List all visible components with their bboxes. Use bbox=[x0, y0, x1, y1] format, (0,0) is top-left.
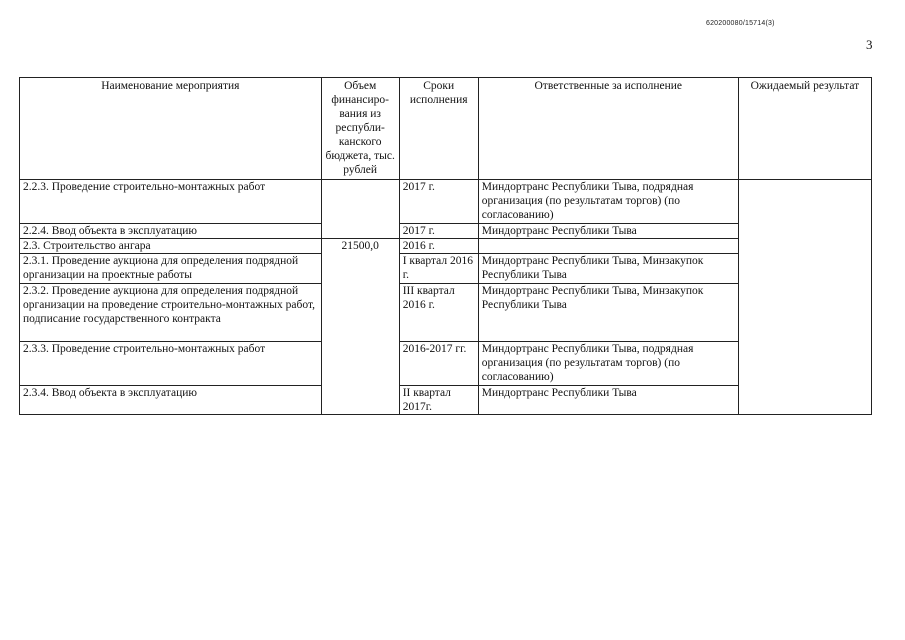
cell-term: 2017 г. bbox=[399, 180, 478, 224]
cell-name: 2.3.4. Ввод объекта в эксплуатацию bbox=[20, 386, 322, 415]
cell-name: 2.3.3. Проведение строительно-монтажных работ bbox=[20, 342, 322, 386]
cell-term: II квартал 2017г. bbox=[399, 386, 478, 415]
cell-responsible bbox=[478, 239, 738, 254]
cell-responsible: Миндортранс Республики Тыва, Минзакупок Республики Тыва bbox=[478, 254, 738, 284]
column-header-name: Наименование мероприятия bbox=[20, 78, 322, 180]
column-header-responsible: Ответственные за исполнение bbox=[478, 78, 738, 180]
cell-responsible: Миндортранс Республики Тыва, подрядная организация (по результатам торгов) (по согласованию) bbox=[478, 342, 738, 386]
plan-table bbox=[19, 77, 872, 415]
cell-responsible: Миндортранс Республики Тыва, Минзакупок Республики Тыва bbox=[478, 284, 738, 342]
cell-responsible: Миндортранс Республики Тыва bbox=[478, 224, 738, 239]
cell-result bbox=[738, 180, 871, 415]
cell-name: 2.3. Строительство ангара bbox=[20, 239, 322, 254]
table-row bbox=[20, 180, 872, 224]
cell-responsible: Миндортранс Республики Тыва, подрядная организация (по результатам торгов) (по согласованию) bbox=[478, 180, 738, 224]
column-header-term: Сроки исполнения bbox=[399, 78, 478, 180]
cell-term: III квартал 2016 г. bbox=[399, 284, 478, 342]
cell-term: 2017 г. bbox=[399, 224, 478, 239]
table-header-row bbox=[20, 78, 872, 180]
cell-name: 2.3.2. Проведение аукциона для определения подрядной организации на проведение строительно-монтажных работ, подписание государственного контракта bbox=[20, 284, 322, 342]
column-header-funding: Объем финансиро-вания из республи-канского бюджета, тыс. рублей bbox=[321, 78, 399, 180]
column-header-result: Ожидаемый результат bbox=[738, 78, 871, 180]
cell-term: 2016 г. bbox=[399, 239, 478, 254]
cell-fund: 21500,0 bbox=[321, 239, 399, 415]
cell-name: 2.3.1. Проведение аукциона для определения подрядной организации на проектные работы bbox=[20, 254, 322, 284]
cell-term: I квартал 2016 г. bbox=[399, 254, 478, 284]
cell-name: 2.2.4. Ввод объекта в эксплуатацию bbox=[20, 224, 322, 239]
cell-fund bbox=[321, 180, 399, 239]
page-number: 3 bbox=[866, 37, 873, 52]
document-code: 620200080/15714(3) bbox=[706, 20, 775, 27]
cell-term: 2016-2017 гг. bbox=[399, 342, 478, 386]
cell-responsible: Миндортранс Республики Тыва bbox=[478, 386, 738, 415]
cell-name: 2.2.3. Проведение строительно-монтажных работ bbox=[20, 180, 322, 224]
